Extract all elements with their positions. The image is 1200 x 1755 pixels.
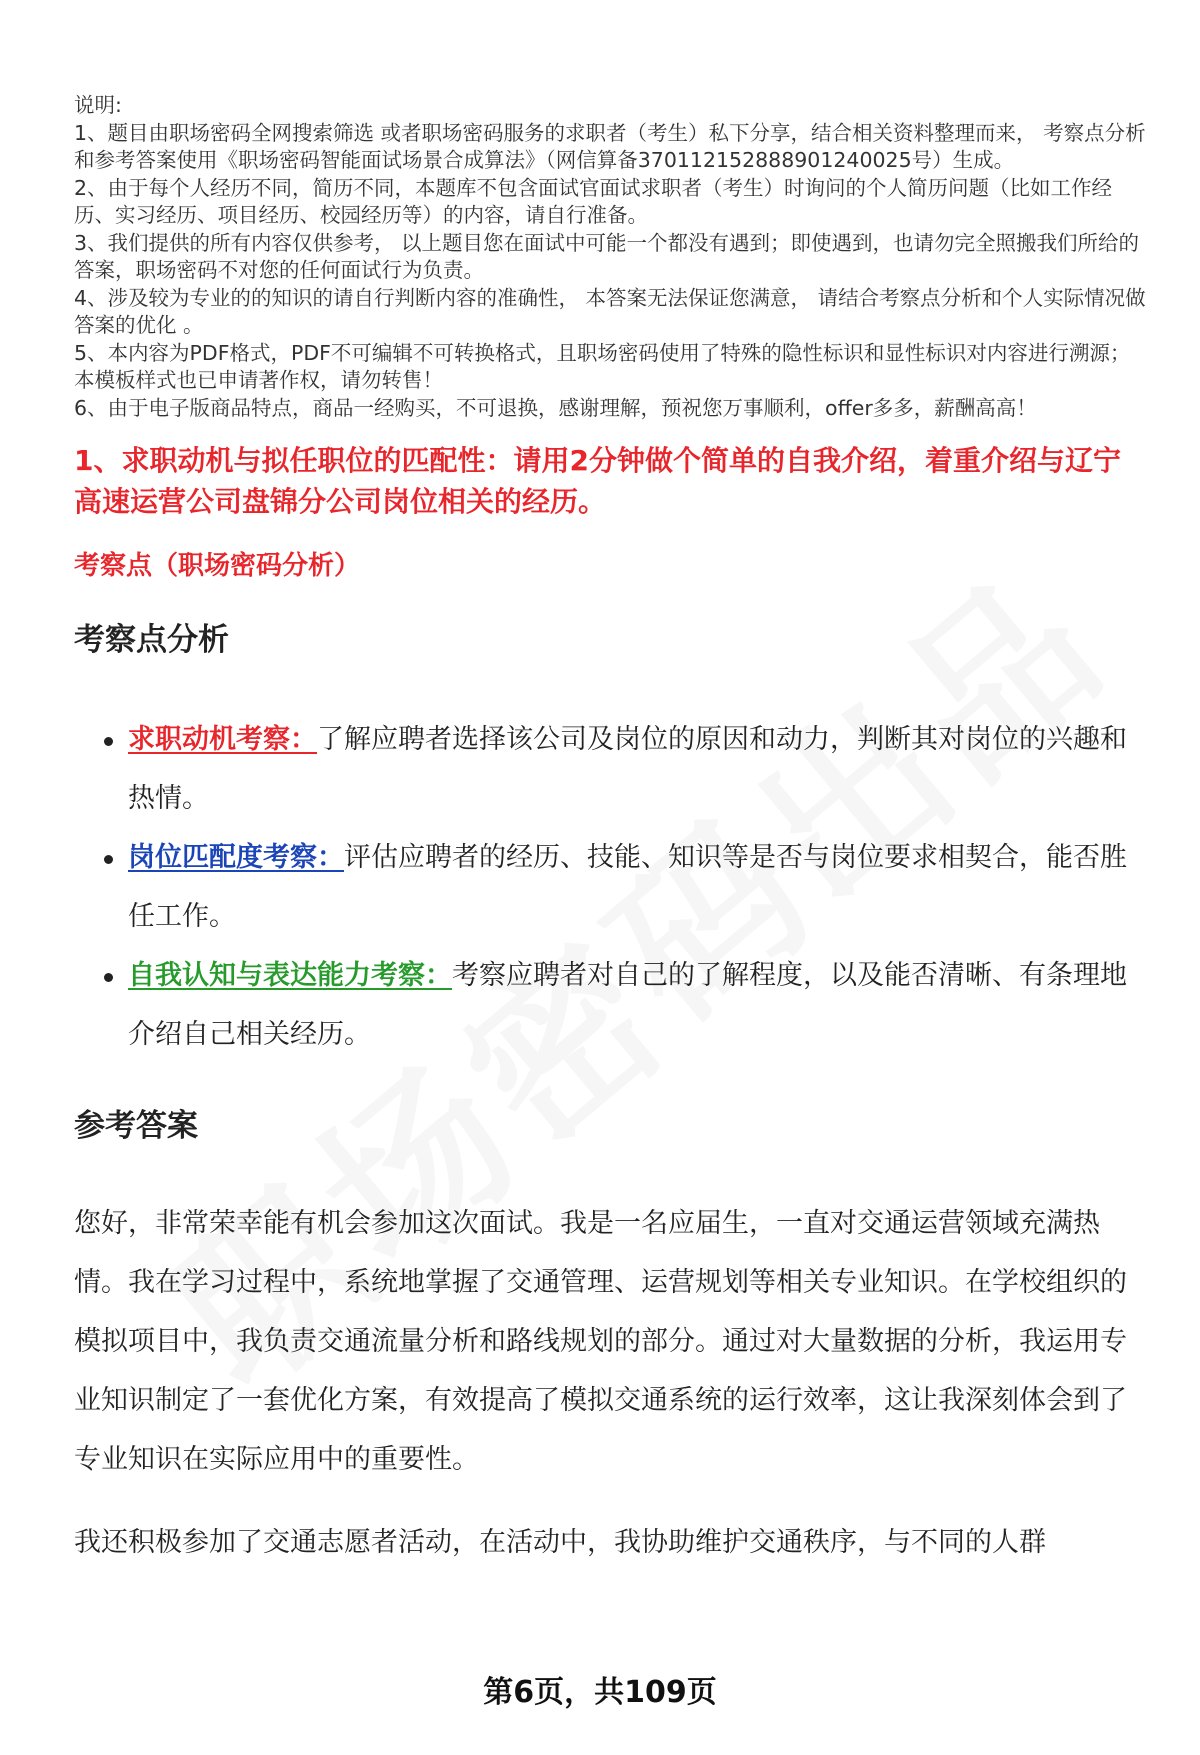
document-page [74,92,1148,1572]
page-number: 第6页，共109页 [483,1675,717,1710]
note-item: 6、由于电子版商品特点，商品一经购买，不可退换，感谢理解，预祝您万事顺利，offer多多，薪酬高高！ [74,395,1037,420]
note-item: 2、由于每个人经历不同，简历不同，本题库不包含面试官面试求职者（考生）时询问的个人简历问题（比如工作经历、实习经历、项目经历、校园经历等）的内容，请自行准备。 [74,175,1113,227]
bullet-label: 求职动机考察： [128,724,317,755]
bullet-text: 评估应聘者的经历、技能、知识等是否与岗位要求相契合，能否胜任工作。 [128,842,1127,932]
question-title: 1、求职动机与拟任职位的匹配性：请用2分钟做个简单的自我介绍，着重介绍与辽宁高速运营公司盘锦分公司岗位相关的经历。 [74,444,1121,518]
bullet-text: 了解应聘者选择该公司及岗位的原因和动力，判断其对岗位的兴趣和热情。 [128,724,1127,814]
list-item [128,710,1148,828]
note-item: 1、题目由职场密码全网搜索筛选 或者职场密码服务的求职者（考生）私下分享，结合相关资料整理而来， 考察点分析和参考答案使用《职场密码智能面试场景合成算法》（网信算备370112152888901240025号）生成。 [74,120,1146,172]
analysis-bullet-list [74,710,1148,1064]
notes-heading: 说明: [74,93,122,117]
list-item [128,828,1148,946]
bullet-text: 考察应聘者对自己的了解程度，以及能否清晰、有条理地介绍自己相关经历。 [128,960,1127,1050]
answer-body [74,1194,1148,1572]
analysis-label: 考察点（职场密码分析） [74,551,361,581]
note-item: 5、本内容为PDF格式，PDF不可编辑不可转换格式，且职场密码使用了特殊的隐性标识和显性标识对内容进行溯源；本模板样式也已申请著作权，请勿转售！ [74,340,1131,392]
answer-paragraph: 我还积极参加了交通志愿者活动，在活动中，我协助维护交通秩序，与不同的人群 [74,1527,1046,1558]
note-item: 3、我们提供的所有内容仅供参考， 以上题目您在面试中可能一个都没有遇到；即使遇到，也请勿完全照搬我们所给的答案，职场密码不对您的任何面试行为负责。 [74,230,1140,282]
list-item [128,946,1148,1064]
answer-heading: 参考答案 [74,1108,198,1144]
answer-paragraph: 您好，非常荣幸能有机会参加这次面试。我是一名应届生，一直对交通运营领域充满热情。我在学习过程中，系统地掌握了交通管理、运营规划等相关专业知识。在学校组织的模拟项目中，我负责交通流量分析和路线规划的部分。通过对大量数据的分析，我运用专业知识制定了一套优化方案，有效提高了模拟交通系统的运行效率，这让我深刻体会到了专业知识在实际应用中的重要性。 [74,1208,1127,1475]
note-item: 4、涉及较为专业的的知识的请自行判断内容的准确性， 本答案无法保证您满意， 请结合考察点分析和个人实际情况做答案的优化 。 [74,285,1146,337]
bullet-label: 岗位匹配度考察： [128,842,344,873]
analysis-heading: 考察点分析 [74,622,229,658]
disclaimer-notes [74,92,1148,422]
bullet-label: 自我认知与表达能力考察： [128,960,452,991]
